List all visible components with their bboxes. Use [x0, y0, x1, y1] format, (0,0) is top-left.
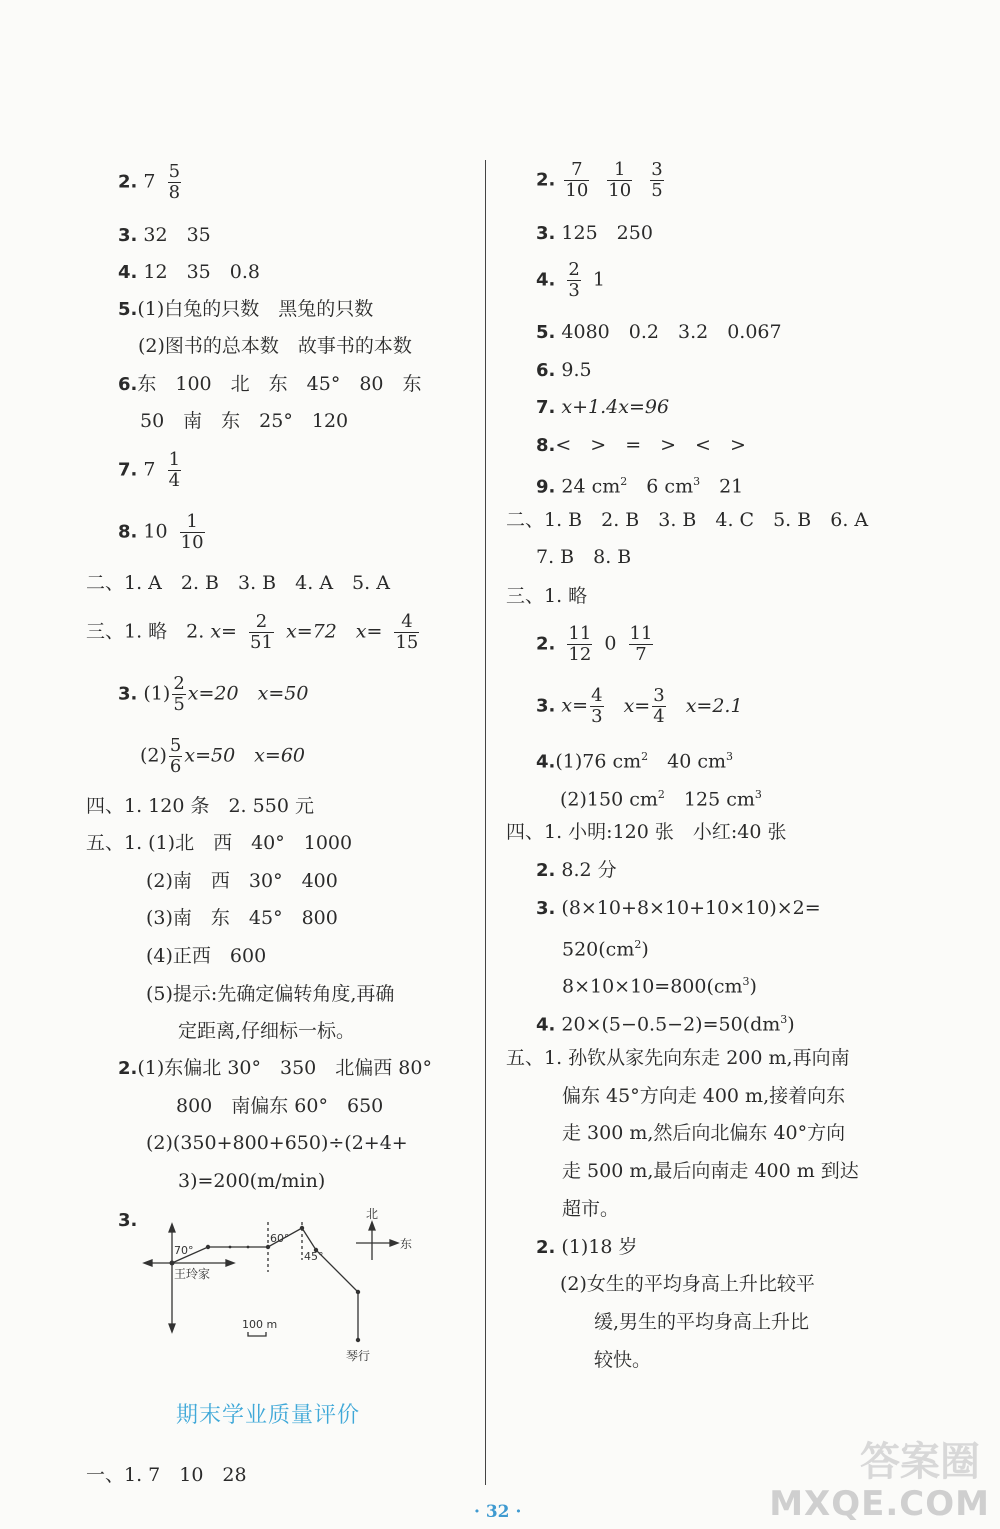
route-diagram [140, 1200, 430, 1370]
answer-line: 定距离,仔细标一标。 [178, 1020, 356, 1042]
answer-line: (2)女生的平均身高上升比较平 [560, 1273, 815, 1295]
answer-line: 4. $\frac{2}{3}$ 1 [536, 259, 606, 301]
answer-line: 8. 10 $\frac{1}{10}$ [118, 511, 204, 553]
answer-line: 3. (1) $\frac{2}{5}$ x=20 x=50 [118, 673, 309, 715]
fraction: $\frac{1}{10}$ [180, 511, 204, 553]
answer-line: 7. 7 $\frac{1}{4}$ [118, 449, 181, 491]
answer-line: 偏东 45°方向走 400 m,接着向东 [562, 1085, 846, 1107]
angle-label: 45° [304, 1250, 324, 1263]
angle-label: 70° [174, 1244, 194, 1257]
answer-line: 四、1. 120 条 2. 550 元 [86, 795, 314, 817]
answer-line: 2. 8.2 分 [536, 859, 617, 881]
answer-line: 五、1. 孙钦从家先向东走 200 m,再向南 [506, 1047, 850, 1069]
fraction: $\frac{11}{12}$ [568, 623, 592, 665]
fraction: $\frac{3}{5}$ [651, 159, 663, 201]
answer-line: 5.(1)白兔的只数 黑兔的只数 [118, 298, 374, 320]
fraction: $\frac{3}{4}$ [653, 685, 665, 727]
north-label: 北 [366, 1207, 379, 1221]
scale-label: 100 m [242, 1318, 278, 1331]
answer-line: 6.东 100 北 东 45° 80 东 [118, 373, 422, 395]
answer-line: 3. [118, 1210, 138, 1231]
answer-line: (4)正西 600 [146, 945, 267, 967]
answer-line: 3. 125 250 [536, 222, 653, 244]
answer-line: 二、1. B 2. B 3. B 4. C 5. B 6. A [506, 509, 869, 531]
answer-line: 2.(1)东偏北 30° 350 北偏西 80° [118, 1057, 432, 1079]
answer-line: 8.< > = > < > [536, 434, 746, 456]
answer-line: (2)南 西 30° 400 [146, 870, 338, 892]
section-title: 期末学业质量评价 [176, 1403, 361, 1428]
fraction: $\frac{1}{10}$ [608, 159, 632, 201]
east-label: 东 [400, 1237, 413, 1251]
answer-line: 较快。 [594, 1349, 652, 1371]
answer-line: 3. x= $\frac{4}{3}$ x= $\frac{3}{4}$ x=2.1 [536, 685, 743, 727]
watermark-url: MXQE.COM [769, 1484, 990, 1524]
answer-line: 9. 24 $cm^2$ 6 $cm^3$ 21 [536, 475, 744, 498]
angle-label: 60° [270, 1232, 290, 1245]
answer-line: 五、1. (1)北 西 40° 1000 [86, 832, 353, 854]
answer-line: 3. (8×10+8×10+10×10)×2= [536, 897, 821, 919]
answer-line: 50 南 东 25° 120 [140, 410, 349, 432]
destination-label: 琴行 [346, 1349, 371, 1363]
answer-line: 2. $\frac{7}{10}$ $\frac{1}{10}$ $\frac{3}{5}$ [536, 159, 663, 201]
fraction: $\frac{4}{3}$ [591, 685, 603, 727]
answer-line: 4. 12 35 0.8 [118, 261, 260, 283]
fraction: $\frac{2}{3}$ [568, 259, 580, 301]
column-divider [485, 160, 486, 1485]
answer-line: 三、1. 略 [506, 585, 588, 607]
answer-line: (5)提示:先确定偏转角度,再确 [146, 983, 395, 1005]
answer-line: $8\times 10\times 10=800(cm^3)$ [562, 975, 757, 998]
fraction: $\frac{5}{8}$ [168, 161, 181, 203]
answer-line: 6. 9.5 [536, 359, 592, 381]
answer-line: (2)(350+800+650)÷(2+4+ [146, 1132, 408, 1154]
answer-line: 三、1. 略 2. x= $\frac{2}{51}$ x=72 x= $\frac{4}{15}$ [86, 611, 419, 653]
answer-line: 7. x+1.4x=96 [536, 396, 670, 418]
answer-line: 5. 4080 0.2 3.2 0.067 [536, 321, 782, 343]
answer-line: 800 南偏东 60° 650 [176, 1095, 384, 1117]
answer-line: 一、1. 7 10 28 [86, 1464, 247, 1486]
fraction: $\frac{7}{10}$ [565, 159, 589, 201]
answer-line: 二、1. A 2. B 3. B 4. A 5. A [86, 572, 390, 594]
answer-line: 2. (1)18 岁 [536, 1236, 638, 1258]
fraction: $\frac{4}{15}$ [395, 611, 419, 653]
answer-line: (3)南 东 45° 800 [146, 907, 338, 929]
fraction: $\frac{5}{6}$ [169, 735, 182, 777]
watermark-logo: 答案圈 [860, 1439, 980, 1485]
home-label: 王玲家 [174, 1267, 211, 1281]
answer-line: 7. B 8. B [536, 546, 632, 568]
answer-line: 缓,男生的平均身高上升比 [594, 1311, 810, 1333]
fraction: $\frac{1}{4}$ [168, 449, 181, 491]
answer-line: 超市。 [562, 1198, 620, 1220]
page-number: · 32 · [474, 1502, 522, 1522]
answer-line: 3)=200(m/min) [178, 1170, 326, 1192]
answer-line: (2) $\frac{5}{6}$ x=50 x=60 [140, 735, 305, 777]
answer-line: (2)图书的总本数 故事书的本数 [138, 335, 412, 357]
fraction: $\frac{2}{51}$ [250, 611, 273, 653]
answer-line: $520(cm^2)$ [562, 938, 649, 961]
answer-line: 3. 32 35 [118, 224, 211, 246]
fraction: $\frac{2}{5}$ [173, 673, 185, 715]
answer-line: 四、1. 小明:120 张 小红:40 张 [506, 821, 787, 843]
answer-line: 4. $20\times(5-0.5-2)=50(dm^3)$ [536, 1013, 795, 1036]
answer-line: 4.(1)76 $cm^2$ 40 $cm^3$ [536, 750, 734, 773]
answer-line: 走 500 m,最后向南走 400 m 到达 [562, 1160, 859, 1182]
answer-line: 2. $\frac{11}{12}$ 0 $\frac{11}{7}$ [536, 623, 653, 665]
fraction: $\frac{11}{7}$ [629, 623, 653, 665]
answer-line: (2)150 $cm^2$ 125 $cm^3$ [560, 788, 762, 811]
answer-line: 走 300 m,然后向北偏东 40°方向 [562, 1122, 846, 1144]
answer-line: 2. 7 $\frac{5}{8}$ [118, 161, 181, 203]
